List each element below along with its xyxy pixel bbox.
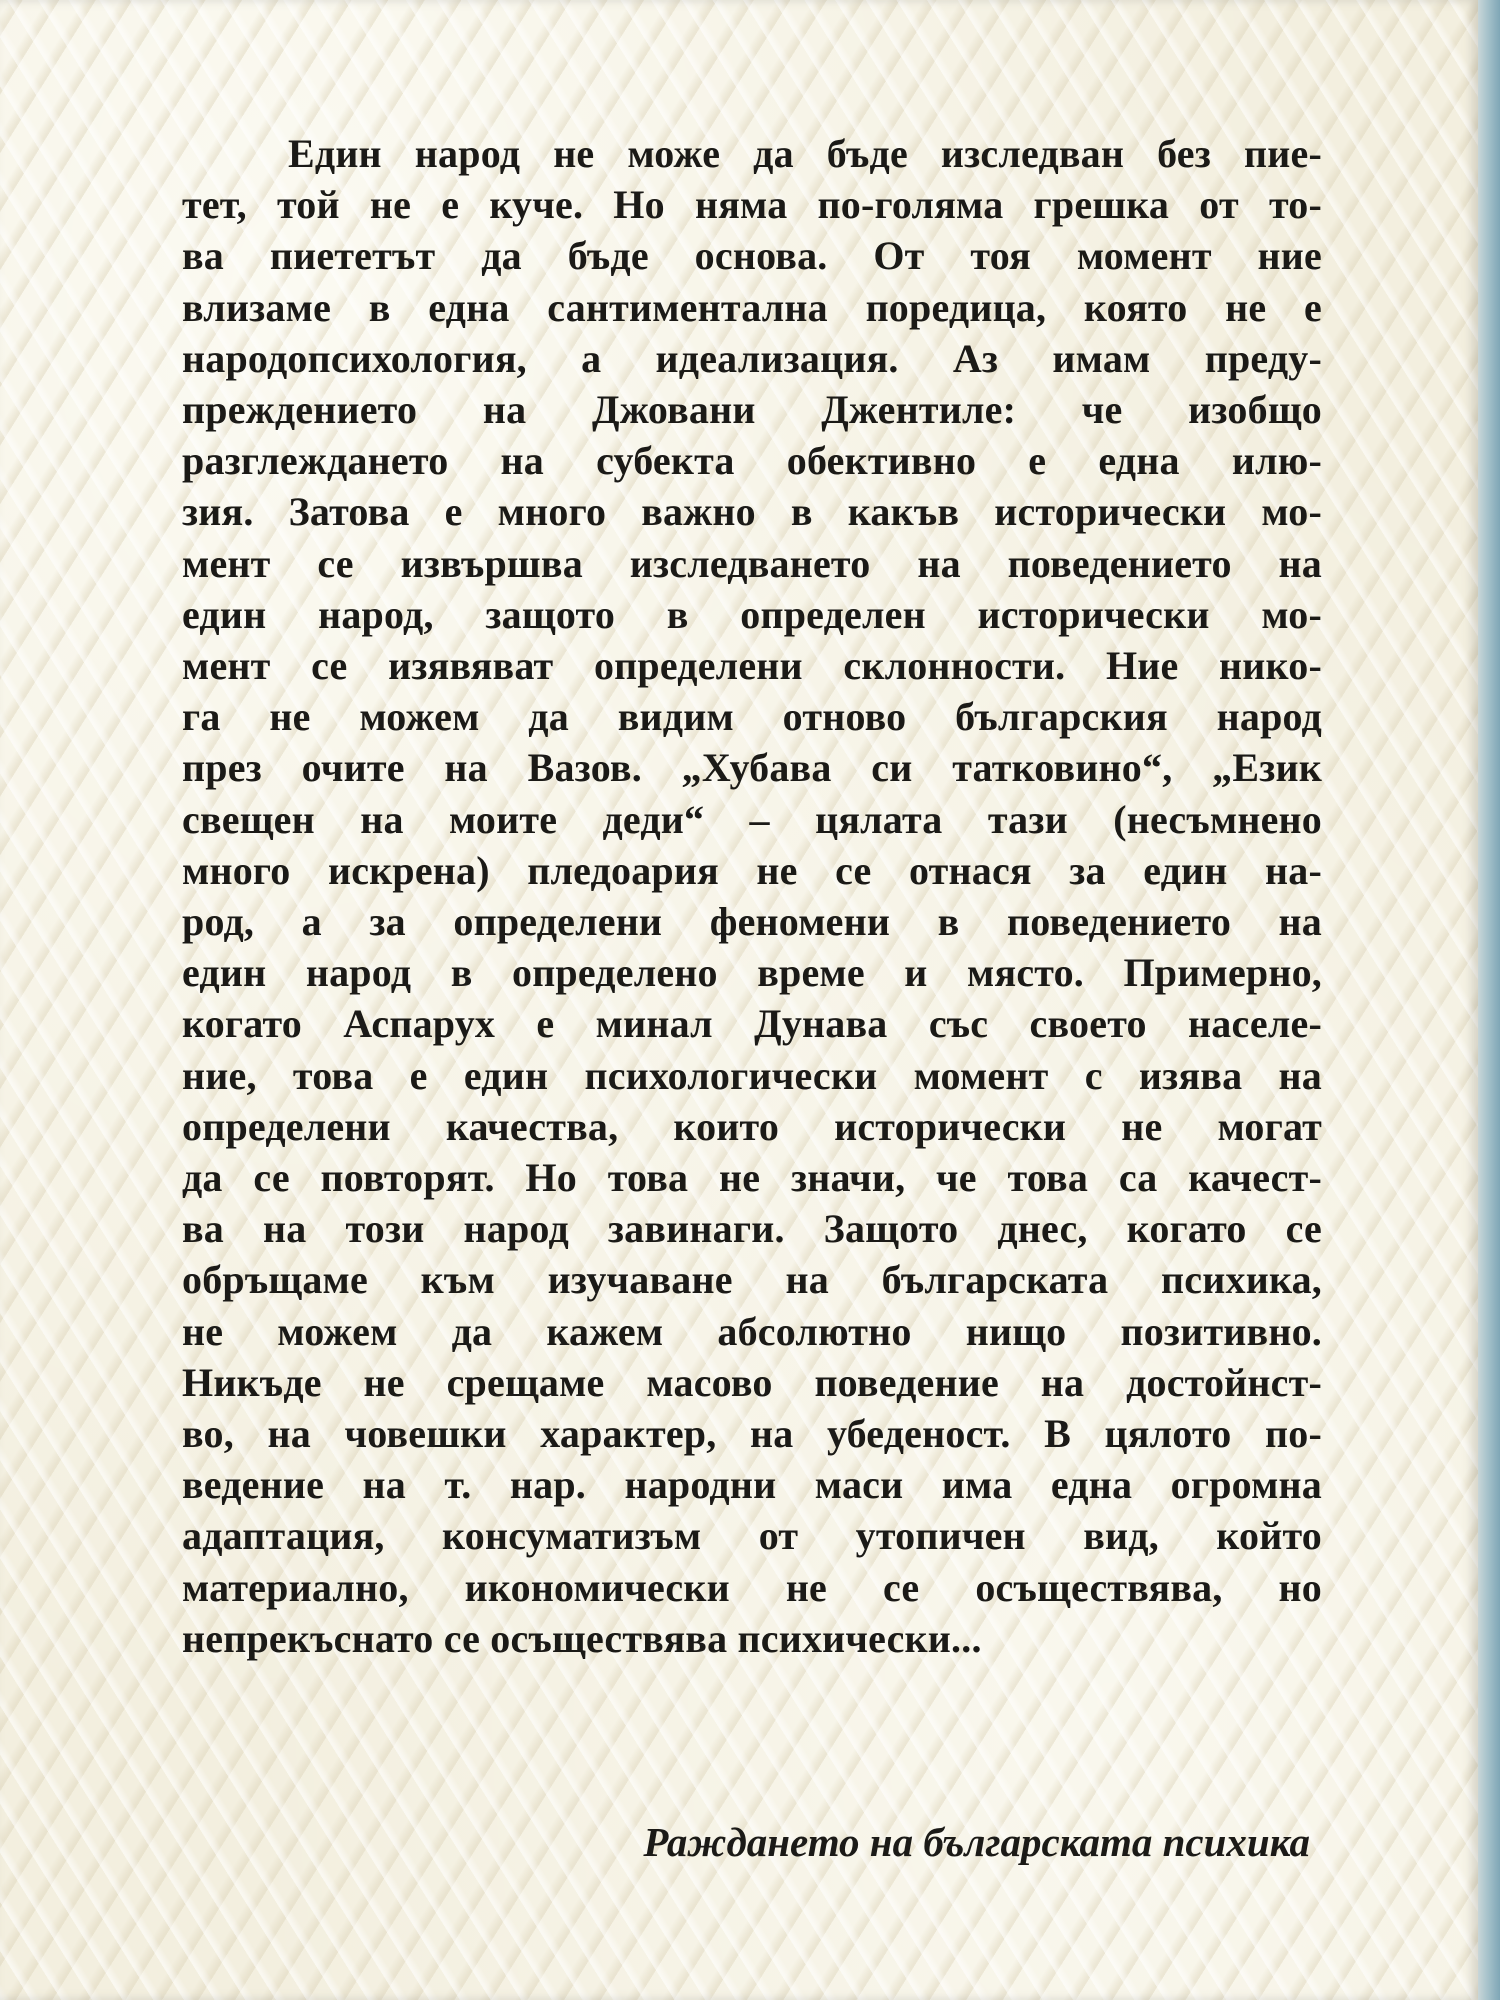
text-line: во, на човешки характер, на убеденост. В цялото по- [182, 1411, 1322, 1457]
text-line: ведение на т. нар. народни маси има една огромна [182, 1462, 1322, 1508]
text-line: народопсихология, а идеализация. Аз имам преду- [182, 335, 1322, 381]
text-line: Никъде не срещаме масово поведение на достойнст- [182, 1359, 1322, 1405]
text-line: през очите на Вазов. „Хубава си татковино“, „Език [182, 745, 1322, 791]
text-line: преждението на Джовани Джентиле: че изобщо [182, 387, 1322, 433]
text-line: обръщаме към изучаване на българската психика, [182, 1257, 1322, 1303]
text-line: материално, икономически не се осъществява, но [182, 1564, 1322, 1610]
text-line: га не можем да видим отново българския народ [182, 694, 1322, 740]
text-line: свещен на моите деди“ – цялата тази (несъмнено [182, 796, 1322, 842]
text-line: не можем да кажем абсолютно нищо позитивно. [182, 1308, 1322, 1354]
text-line: когато Аспарух е минал Дунава със своето населе- [182, 1001, 1322, 1047]
text-line: род, а за определени феномени в поведението на [182, 899, 1322, 945]
source-caption: Раждането на българската психика [643, 1819, 1310, 1865]
cover-edge [1478, 0, 1500, 2000]
text-line: ва на този народ завинаги. Защото днес, когато се [182, 1206, 1322, 1252]
text-line: мент се изявяват определени склонности. Ние нико- [182, 643, 1322, 689]
text-line: мент се извършва изследването на поведението на [182, 540, 1322, 586]
text-line: разглеждането на субекта обективно е една илю- [182, 438, 1322, 484]
text-line: непрекъснато се осъществява психически... [182, 1615, 982, 1661]
text-line: един народ, защото в определен исторически мо- [182, 591, 1322, 637]
text-line: определени качества, които исторически не могат [182, 1103, 1322, 1149]
text-line: адаптация, консуматизъм от утопичен вид, който [182, 1513, 1322, 1559]
text-line: Един народ не може да бъде изследван без пие- [288, 131, 1322, 176]
text-line: ва пиететът да бъде основа. От тоя момент ние [182, 233, 1322, 279]
text-line: ние, това е един психологически момент с изява на [182, 1052, 1322, 1098]
text-line: един народ в определено време и място. Примерно, [182, 950, 1322, 996]
text-line: тет, той не е куче. Но няма по-голяма грешка от то- [182, 182, 1322, 228]
text-line: влизаме в една сантиментална поредица, която не е [182, 284, 1322, 330]
quote-text-block [182, 128, 1322, 1664]
text-line: много искрена) пледоария не се отнася за един на- [182, 847, 1322, 893]
text-line: да се повторят. Но това не значи, че това са качест- [182, 1155, 1322, 1201]
text-line: зия. Затова е много важно в какъв исторически мо- [182, 489, 1322, 535]
